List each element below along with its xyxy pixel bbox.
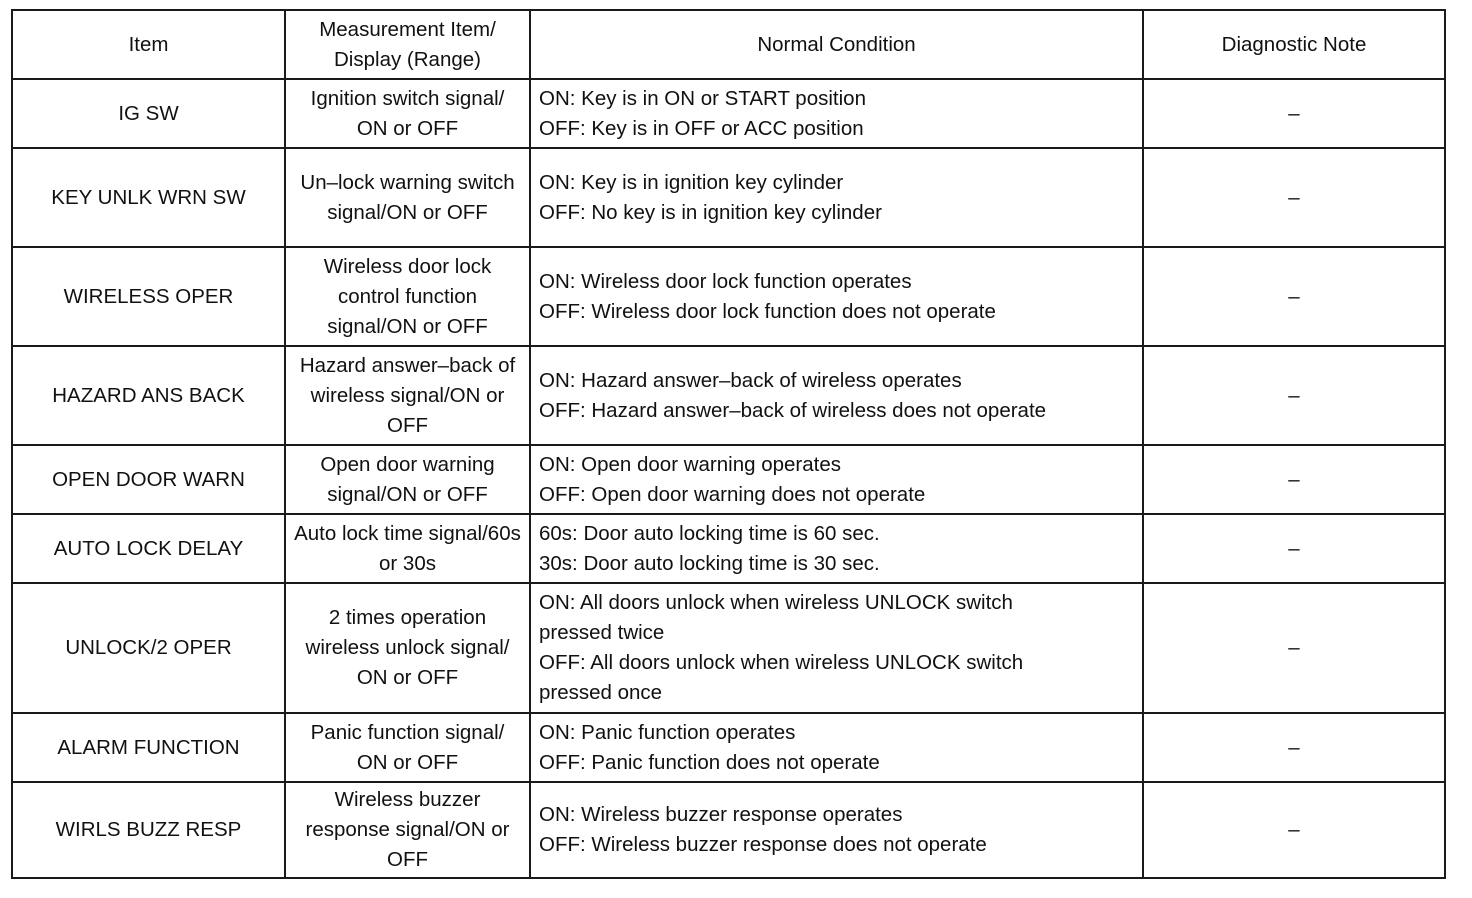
item-cell: ALARM FUNCTION bbox=[12, 713, 285, 782]
measurement-cell: Un–lock warning switch signal/ON or OFF bbox=[285, 148, 530, 247]
item-cell: UNLOCK/2 OPER bbox=[12, 583, 285, 713]
normal-condition-line: OFF: Wireless buzzer response does not operate bbox=[539, 833, 987, 856]
normal-condition-cell bbox=[530, 247, 1143, 346]
measurement-cell: 2 times operation wireless unlock signal/ ON or OFF bbox=[285, 583, 530, 713]
table-row bbox=[12, 79, 1445, 148]
normal-condition-line: OFF: Open door warning does not operate bbox=[539, 482, 926, 506]
normal-condition-cell bbox=[530, 346, 1143, 445]
diagnostic-note-cell: – bbox=[1143, 713, 1445, 782]
diagnostic-note-cell: – bbox=[1143, 346, 1445, 445]
normal-condition-line: pressed once bbox=[539, 681, 663, 704]
table-header-row bbox=[12, 10, 1445, 79]
normal-condition-line: ON: Panic function operates bbox=[539, 720, 796, 744]
measurement-cell: Wireless buzzer response signal/ON or OFF bbox=[285, 782, 530, 878]
normal-condition-line: OFF: No key is in ignition key cylinder bbox=[539, 200, 882, 224]
normal-condition-line: ON: Wireless buzzer response operates bbox=[539, 803, 903, 826]
header-item: Item bbox=[12, 10, 285, 79]
diagnostic-note-cell: – bbox=[1143, 445, 1445, 514]
item-cell: IG SW bbox=[12, 79, 285, 148]
normal-condition-cell bbox=[530, 445, 1143, 514]
header-diagnostic-note: Diagnostic Note bbox=[1143, 10, 1445, 79]
normal-condition-line: ON: Key is in ON or START position bbox=[539, 86, 866, 110]
diagnostic-note-cell: – bbox=[1143, 79, 1445, 148]
item-cell: OPEN DOOR WARN bbox=[12, 445, 285, 514]
diagnostic-table bbox=[11, 9, 1446, 879]
normal-condition-cell bbox=[530, 782, 1143, 878]
measurement-cell: Wireless door lock control function signal/ON or OFF bbox=[285, 247, 530, 346]
normal-condition-cell bbox=[530, 713, 1143, 782]
table-body bbox=[12, 79, 1445, 878]
normal-condition-line: OFF: Wireless door lock function does not operate bbox=[539, 299, 996, 323]
measurement-cell: Panic function signal/ ON or OFF bbox=[285, 713, 530, 782]
table-row bbox=[12, 713, 1445, 782]
normal-condition-line: pressed twice bbox=[539, 621, 665, 644]
normal-condition-cell bbox=[530, 583, 1143, 713]
normal-condition-line: ON: Wireless door lock function operates bbox=[539, 269, 912, 293]
table-row bbox=[12, 445, 1445, 514]
diagnostic-note-cell: – bbox=[1143, 247, 1445, 346]
normal-condition-cell bbox=[530, 514, 1143, 583]
normal-condition-line: ON: Hazard answer–back of wireless operates bbox=[539, 368, 962, 392]
item-cell: WIRELESS OPER bbox=[12, 247, 285, 346]
table-row bbox=[12, 346, 1445, 445]
measurement-cell: Open door warning signal/ON or OFF bbox=[285, 445, 530, 514]
table-row bbox=[12, 247, 1445, 346]
normal-condition-line: ON: Open door warning operates bbox=[539, 452, 841, 476]
measurement-cell: Ignition switch signal/ ON or OFF bbox=[285, 79, 530, 148]
normal-condition-line: OFF: Hazard answer–back of wireless does not operate bbox=[539, 398, 1047, 422]
table-row bbox=[12, 583, 1445, 713]
diagnostic-note-cell: – bbox=[1143, 148, 1445, 247]
table-row bbox=[12, 514, 1445, 583]
item-cell: AUTO LOCK DELAY bbox=[12, 514, 285, 583]
header-normal-condition: Normal Condition bbox=[530, 10, 1143, 79]
measurement-cell: Auto lock time signal/60s or 30s bbox=[285, 514, 530, 583]
diagnostic-note-cell: – bbox=[1143, 583, 1445, 713]
normal-condition-line: OFF: Panic function does not operate bbox=[539, 750, 880, 774]
table-row bbox=[12, 148, 1445, 247]
item-cell: HAZARD ANS BACK bbox=[12, 346, 285, 445]
measurement-cell: Hazard answer–back of wireless signal/ON or OFF bbox=[285, 346, 530, 445]
item-cell: WIRLS BUZZ RESP bbox=[12, 782, 285, 878]
normal-condition-line: OFF: Key is in OFF or ACC position bbox=[539, 116, 864, 140]
normal-condition-line: ON: Key is in ignition key cylinder bbox=[539, 170, 844, 194]
normal-condition-line: 30s: Door auto locking time is 30 sec. bbox=[539, 551, 880, 575]
diagnostic-note-cell: – bbox=[1143, 514, 1445, 583]
diagnostic-note-cell: – bbox=[1143, 782, 1445, 878]
normal-condition-cell bbox=[530, 148, 1143, 247]
normal-condition-line: ON: All doors unlock when wireless UNLOCK switch bbox=[539, 591, 1013, 614]
table-row bbox=[12, 782, 1445, 878]
item-cell: KEY UNLK WRN SW bbox=[12, 148, 285, 247]
normal-condition-cell bbox=[530, 79, 1143, 148]
header-measurement: Measurement Item/ Display (Range) bbox=[285, 10, 530, 79]
normal-condition-line: 60s: Door auto locking time is 60 sec. bbox=[539, 521, 880, 545]
normal-condition-line: OFF: All doors unlock when wireless UNLOCK switch bbox=[539, 651, 1024, 674]
